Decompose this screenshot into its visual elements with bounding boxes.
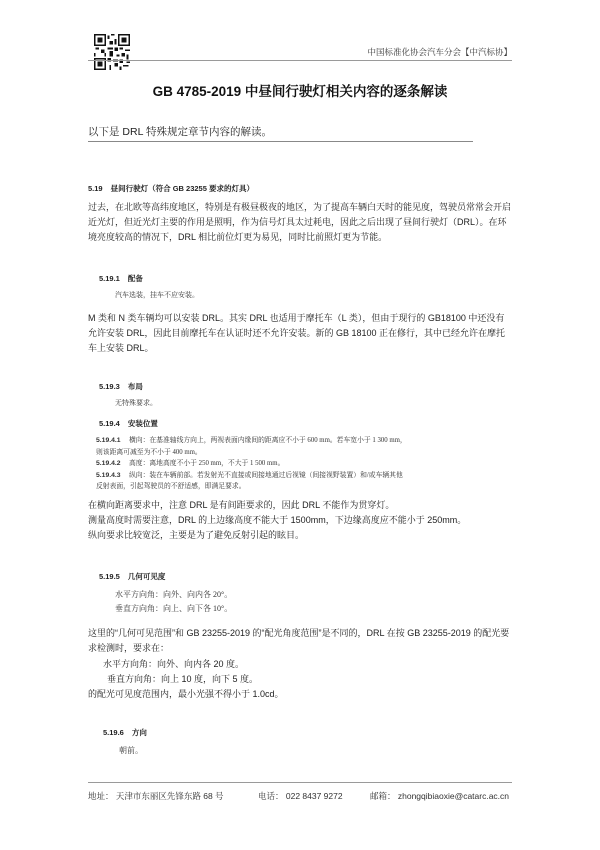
standard-quote-layout: 无特殊要求。 (115, 399, 157, 407)
section-number: 5.19 (88, 184, 103, 193)
section-heading-5-19 (88, 183, 254, 194)
section-title: 方向 (131, 728, 147, 737)
paragraph-equipment: M 类和 N 类车辆均可以安装 DRL。其实 DRL 也适用于摩托车（L 类），但由于现行的 GB18100 中还没有允许安装 DRL，因此目前摩托车在认证时还不允许安装。新的 GB 18100 正在修行，其中已经允许在摩托车上安装 DRL。 (88, 313, 506, 353)
section-heading-5-19-1 (99, 273, 143, 284)
section-number: 5.19.3 (99, 382, 120, 391)
list-item: 5.19.4.2 高度：离地高度不小于 250 mm，不大于 1 500 mm。 (96, 460, 285, 467)
section-heading-5-19-6 (103, 727, 147, 738)
footer-email: 邮箱： zhongqibiaoxie@catarc.ac.cn (370, 791, 510, 801)
section-title: 几何可见度 (127, 572, 166, 581)
list-item: 则该距离可减至为不小于 400 mm。 (96, 448, 202, 456)
paragraph-position: 在横向距离要求中，注意 DRL 是有间距要求的，因此 DRL 不能作为贯穿灯。 测量高度时需要注意，DRL 的上边缘高度不能大于 1500mm，下边缘高度应不能小于 250mm。 纵向要求比较宽泛，主要是为了避免反射引起的眩目。 (88, 500, 467, 540)
list-item: 5.19.4.3 纵向：装在车辆前部。若发射光不直接或间接地通过后视镜（间接视野装置）和/或车辆其他 (96, 471, 403, 479)
section-title: 安装位置 (127, 419, 158, 428)
section-number: 5.19.4 (99, 419, 120, 428)
section-title: 昼间行驶灯（符合 GB 23255 要求的灯具） (110, 184, 254, 193)
intro-text: 以下是 DRL 特殊规定章节内容的解读。 (88, 126, 272, 138)
standard-quote-position (96, 435, 516, 493)
paragraph-drl-background: 过去，在北欧等高纬度地区，特别是有极昼极夜的地区，为了提高车辆白天时的能见度，驾驶员常常会开启近光灯，但近光灯主要的作用是照明，作为信号灯具太过耗电，因此之后出现了昼间行驶灯（DRL）。在环境亮度较高的情况下，DRL 相比前位灯更为易见，同时比前照灯更为节能。 (88, 202, 512, 242)
section-number: 5.19.6 (103, 728, 124, 737)
footer-phone: 电话： 022 8437 9272 (258, 791, 343, 801)
paragraph-min-intensity: 的配光可见度范围内，最小光强不得小于 1.0cd。 (88, 689, 284, 699)
standard-quote-visibility: 水平方向角：向外、向内各 20°。 垂直方向角：向上、向下各 10°。 (115, 590, 233, 613)
standard-quote-direction: 朝前。 (119, 746, 143, 755)
document-title: GB 4785-2019 中昼间行驶灯相关内容的逐条解读 (152, 84, 448, 99)
requirement-vertical: 垂直方向角：向上 10 度，向下 5 度。 (107, 674, 259, 684)
requirement-horizontal: 水平方向角：向外、向内各 20 度。 (103, 659, 245, 669)
footer-address: 地址： 天津市东丽区先锋东路 68 号 (88, 791, 224, 801)
paragraph-visibility: 这里的“几何可见范围”和 GB 23255-2019 的“配光角度范围”是不同的，DRL 在按 GB 23255-2019 的配光要求检测时，要求在： (88, 628, 510, 653)
section-number: 5.19.5 (99, 572, 120, 581)
section-title: 布局 (127, 382, 143, 391)
list-item: 5.19.4.1 横向：在基准轴线方向上，两视表面内缘间的距离应不小于 600 mm。若车宽小于 1 300 mm， (96, 437, 407, 444)
section-heading-5-19-4 (99, 418, 158, 429)
header-divider (88, 60, 512, 61)
section-title: 配备 (127, 274, 143, 283)
qr-code (94, 34, 130, 70)
intro-divider (88, 141, 473, 142)
footer-divider (88, 782, 512, 783)
section-number: 5.19.1 (99, 274, 120, 283)
section-heading-5-19-3 (99, 381, 143, 392)
list-item: 反射表面，引起驾驶员的不舒适感，即满足要求。 (96, 483, 246, 490)
header-org: 中国标准化协会汽车分会【中汽标协】 (367, 47, 512, 57)
standard-quote-equipment: 汽车选装，挂车不应安装。 (115, 291, 199, 299)
section-heading-5-19-5 (99, 571, 165, 582)
